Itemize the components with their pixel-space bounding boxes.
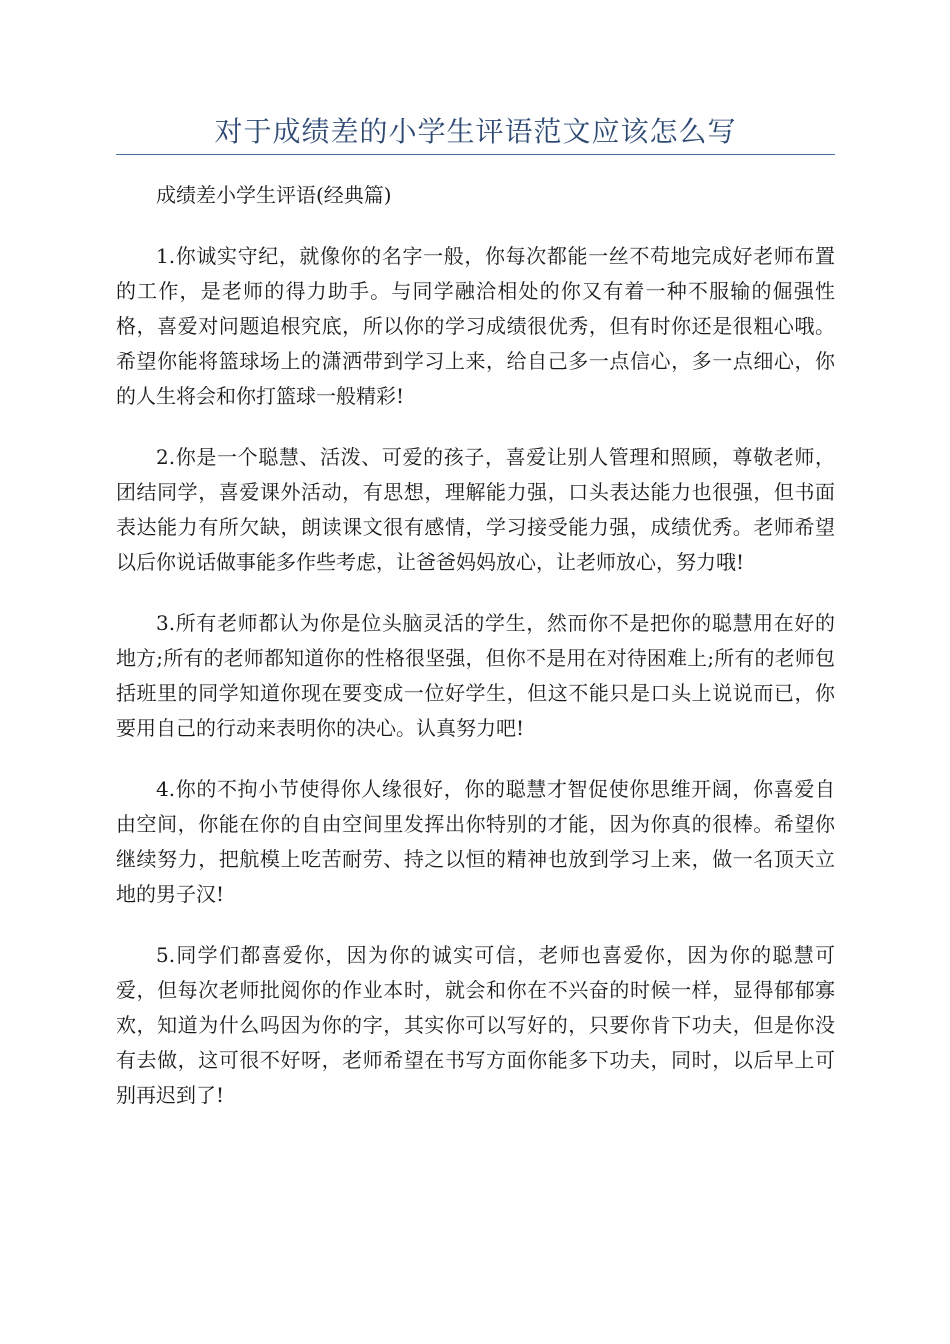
comment-paragraph-3: 3.所有老师都认为你是位头脑灵活的学生，然而你不是把你的聪慧用在好的地方;所有的老师都知道你的性格很坚强，但你不是用在对待困难上;所有的老师包括班里的同学知道你现在要变成一位好学生，但这不能只是口头上说说而已，你要用自己的行动来表明你的决心。认真努力吧! xyxy=(116,611,835,740)
document-body xyxy=(116,178,835,1139)
comment-paragraph-4: 4.你的不拘小节使得你人缘很好，你的聪慧才智促使你思维开阔，你喜爱自由空间，你能在你的自由空间里发挥出你特别的才能，因为你真的很棒。希望你继续努力，把航模上吃苦耐劳、持之以恒的精神也放到学习上来，做一名顶天立地的男子汉! xyxy=(116,777,835,906)
comment-paragraph-1: 1.你诚实守纪，就像你的名字一般，你每次都能一丝不苟地完成好老师布置的工作，是老师的得力助手。与同学融洽相处的你又有着一种不服输的倔强性格，喜爱对问题追根究底，所以你的学习成绩很优秀，但有时你还是很粗心哦。希望你能将篮球场上的潇洒带到学习上来，给自己多一点信心，多一点细心，你的人生将会和你打篮球一般精彩! xyxy=(116,244,835,408)
document-title: 对于成绩差的小学生评语范文应该怎么写 xyxy=(214,115,737,148)
title-divider xyxy=(116,154,835,155)
section-subtitle: 成绩差小学生评语(经典篇) xyxy=(156,183,392,207)
comment-paragraph-2: 2.你是一个聪慧、活泼、可爱的孩子，喜爱让别人管理和照顾，尊敬老师，团结同学，喜爱课外活动，有思想，理解能力强，口头表达能力也很强，但书面表达能力有所欠缺，朗读课文很有感情，学习接受能力强，成绩优秀。老师希望以后你说话做事能多作些考虑，让爸爸妈妈放心，让老师放心，努力哦! xyxy=(116,445,835,574)
comment-paragraph-5: 5.同学们都喜爱你，因为你的诚实可信，老师也喜爱你，因为你的聪慧可爱，但每次老师批阅你的作业本时，就会和你在不兴奋的时候一样，显得郁郁寡欢，知道为什么吗因为你的字，其实你可以写好的，只要你肯下功夫，但是你没有去做，这可很不好呀，老师希望在书写方面你能多下功夫，同时，以后早上可别再迟到了! xyxy=(116,943,835,1107)
